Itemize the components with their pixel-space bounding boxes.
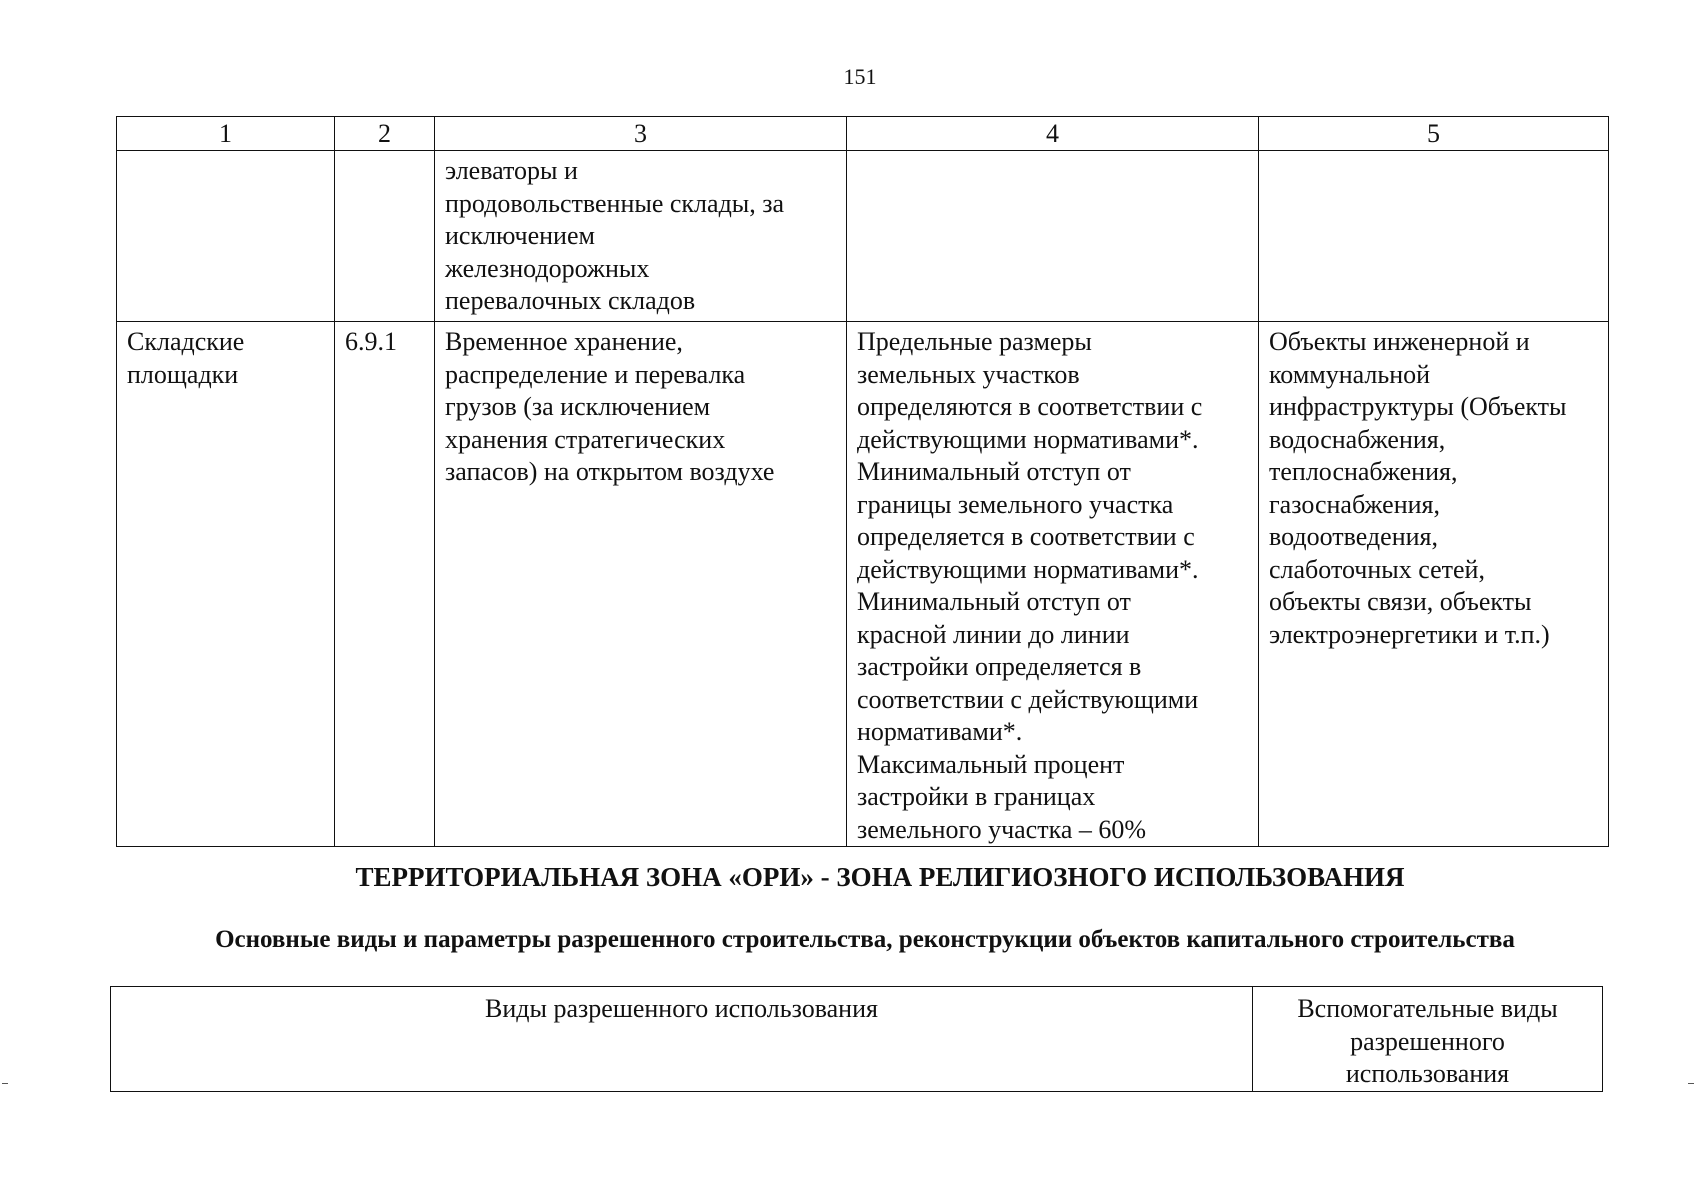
column-header-permitted-uses: Виды разрешенного использования [111,987,1253,1092]
column-header: 2 [335,117,435,151]
table-row [117,322,1609,847]
table-row [117,151,1609,322]
use-type-code: 6.9.1 [335,322,435,847]
table-cell [117,151,335,322]
table-cell [335,151,435,322]
column-header: 1 [117,117,335,151]
use-type-parameters: Предельные размеры земельных участков определяются в соответствии с действующими нормативами*. Минимальный отступ от границы земельного участка определяется в соответствии с действующими нормативами*. Минимальный отступ от красной линии до линии застройки определяется в соответствии с действующими нормативами*. Максимальный процент застройки в границах земельного участка – 60% [847,322,1259,847]
table-header-row [111,987,1603,1092]
zone-uses-table [110,986,1603,1092]
column-header: 3 [435,117,847,151]
table-cell [1259,151,1609,322]
section-title: Основные виды и параметры разрешенного строительства, реконструкции объектов капитального строительства [215,926,1515,953]
land-use-table [116,116,1609,847]
auxiliary-uses: Объекты инженерной и коммунальной инфраструктуры (Объекты водоснабжения, теплоснабжения, газоснабжения, водоотведения, слаботочных сетей, объекты связи, объекты электроэнергетики и т.п.) [1259,322,1609,847]
use-type-description: Временное хранение, распределение и перевалка грузов (за исключением хранения стратегических запасов) на открытом воздухе [435,322,847,847]
page-number: 151 [843,64,877,89]
table-header-row [117,117,1609,151]
column-header-auxiliary-uses: Вспомогательные виды разрешенного использования [1253,987,1603,1092]
use-type-name: Складские площадки [117,322,335,847]
table-cell [847,151,1259,322]
zone-title: ТЕРРИТОРИАЛЬНАЯ ЗОНА «ОРИ» - ЗОНА РЕЛИГИОЗНОГО ИСПОЛЬЗОВАНИЯ [355,862,1405,892]
column-header: 5 [1259,117,1609,151]
column-header: 4 [847,117,1259,151]
scan-edge-mark [1688,1083,1694,1084]
table-cell: элеваторы и продовольственные склады, за исключением железнодорожных перевалочных складов [435,151,847,322]
scan-edge-mark [2,1083,8,1084]
